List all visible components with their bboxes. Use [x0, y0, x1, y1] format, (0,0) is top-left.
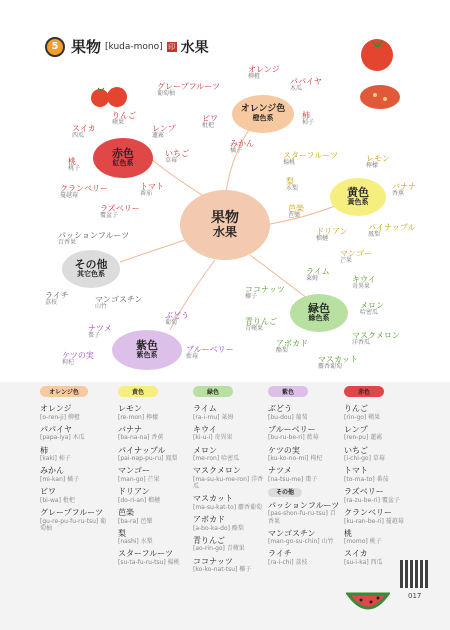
category-green: 緑色 綠色系 [290, 294, 348, 332]
fruit-cranberry: クランベリー 蔓越莓 [60, 184, 108, 200]
fruit-persimmon: 柿 柿子 [302, 111, 315, 127]
cherry-tomato-icon [90, 85, 130, 110]
list-green [193, 404, 265, 577]
fruit-lime: ライム 萊姆 [306, 267, 330, 283]
lesson-badge: 5 [45, 37, 65, 57]
list-item: グレープフルーツ [gu-re-pu-fu-ru-tsu] 葡萄柚 [40, 507, 107, 532]
list-item: アボカド [a-bo-ka-do] 酪梨 [193, 515, 244, 532]
fruit-apple: りんご 蘋果 [112, 111, 136, 127]
fruit-greenapple: 青りんご 青蘋果 [245, 317, 277, 333]
fruit-papaya: パパイヤ 木瓜 [290, 77, 322, 93]
list-item: マンゴスチン [man-go-su-chin] 山竹 [268, 528, 334, 546]
list-item: パイナップル [pai-nap-pu-ru] 鳳梨 [118, 445, 178, 463]
fruit-orange: オレンジ 柳橙 [248, 65, 280, 81]
list-item: ドリアン [do-ri-an] 榴槤 [118, 487, 161, 504]
list-purple [268, 404, 340, 570]
list-yellow [118, 404, 190, 570]
fruit-guava: 芭楽 芭樂 [288, 204, 304, 220]
fruit-kiwi: キウイ 奇異果 [352, 275, 376, 291]
fruit-durian: ドリアン 榴槤 [316, 227, 348, 243]
list-item: マスカット [ma-su-kat-to] 麝香葡萄 [193, 494, 262, 511]
fruit-mango: マンゴー 芒果 [340, 249, 372, 265]
category-purple: 紫色 紫色系 [112, 330, 182, 370]
pill-green: 緑色 [193, 386, 233, 397]
fruit-starfruit: スターフルーツ 楊桃 [283, 151, 338, 167]
fruit-pear: 梨 水梨 [286, 177, 299, 193]
fruit-peach: 桃 桃子 [68, 157, 81, 173]
fruit-mangosteen: マンゴスチン 山竹 [95, 295, 143, 311]
title-romanization: [kuda-mono] [105, 41, 163, 52]
list-item: マンゴー [man-go] 芒果 [118, 466, 160, 483]
fruit-pineapple: パイナップル 鳳梨 [368, 223, 416, 239]
list-item: ライム [ra-i-mu] 萊姆 [193, 404, 234, 421]
fruit-raspberry: ラズベリー 覆盆子 [100, 204, 140, 220]
center-node: 果物 水果 [180, 190, 270, 260]
title-translation: 水果 [180, 39, 209, 56]
qr-code-icon[interactable] [400, 560, 428, 588]
list-item: バナナ [ba-na-na] 香蕉 [118, 424, 164, 442]
category-orange: オレンジ色 橙色系 [232, 95, 294, 133]
list-item: ビワ [bi-wa] 枇杷 [40, 487, 75, 504]
title-jp: 果物 [71, 38, 102, 56]
list-item: スイカ [su-i-ka] 西瓜 [344, 549, 383, 567]
list-item: メロン [me-ron] 哈密瓜 [193, 445, 240, 463]
line-other [120, 240, 185, 262]
list-item: キウイ [ki-u-i] 奇異果 [193, 424, 233, 442]
list-item: みかん [mi-kan] 橘子 [40, 466, 80, 483]
list-item: オレンジ [o-ren-ji] 柳橙 [40, 404, 80, 421]
pill-yellow: 黄色 [118, 386, 158, 397]
fruit-grape: ぶどう 葡萄 [165, 311, 189, 327]
category-red: 赤色 紅色系 [93, 138, 153, 178]
watermelon-icon [346, 592, 390, 616]
fruit-muskmelon: マスクメロン 洋香瓜 [352, 331, 400, 347]
category-yellow: 黄色 黃色系 [330, 178, 386, 216]
fruit-lemon: レモン 檸檬 [366, 154, 390, 170]
list-item: トマト [to-ma-to] 番茄 [344, 466, 389, 483]
fruit-loquat: ビワ 枇杷 [202, 114, 218, 130]
list-item: りんご [rin-go] 蘋果 [344, 404, 381, 421]
list-item: ブルーベリー [bu-ru-be-ri] 藍莓 [268, 424, 319, 442]
fruit-coconut: ココナッツ 椰子 [245, 285, 285, 301]
fruit-grapefruit: グレープフルーツ 葡萄柚 [157, 82, 220, 98]
list-item: ライチ [ra-i-chi] 荔枝 [268, 549, 308, 567]
list-item: スターフルーツ [su-ta-fu-ru-tsu] 楊桃 [118, 549, 180, 567]
list-item: ぶどう [bu-dou] 葡萄 [268, 404, 308, 421]
fruit-lychee: ライチ 荔枝 [45, 291, 69, 307]
page-header [45, 36, 209, 57]
other-pill: その他 [268, 487, 340, 497]
list-item: パッションフルーツ [pas-shon-fu-ru-tsu] 百香果 [268, 500, 340, 525]
tomato-illustration-icon [355, 35, 405, 115]
fruit-banana: バナナ 香蕉 [392, 182, 416, 198]
fruit-tomato: トマト 番茄 [140, 182, 164, 198]
list-item: 桃 [momo] 桃子 [344, 528, 382, 546]
fruit-blueberry: ブルーベリー 藍莓 [186, 345, 234, 361]
list-item: レンプ [ren-pu] 蓮霧 [344, 424, 383, 442]
fruit-mikan: みかん 橘子 [230, 139, 254, 155]
fruit-strawberry: いちご 草莓 [165, 149, 189, 165]
list-item: ケツの実 [ku-ko-no-mi] 枸杞 [268, 445, 323, 463]
fruit-lianwu: レンプ 蓮霧 [152, 124, 176, 140]
list-item: パパイヤ [papa-iya] 木瓜 [40, 424, 85, 442]
fruit-goji: ケツの実 枸杞 [62, 351, 94, 367]
list-item: レモン [re-mon] 檸檬 [118, 404, 159, 421]
list-red [344, 404, 404, 570]
pill-red: 赤色 [344, 386, 384, 397]
pill-orange: オレンジ色 [40, 386, 88, 397]
list-item: 梨 [nashi] 水梨 [118, 528, 153, 546]
category-other: その他 其它色系 [62, 250, 120, 288]
list-item: ココナッツ [ko-ko-nat-tsu] 椰子 [193, 556, 252, 574]
page-number: 017 [408, 592, 422, 600]
title-box [71, 36, 209, 57]
list-orange [40, 404, 112, 536]
fruit-avocado: アボカド 酪梨 [276, 339, 308, 355]
list-item: 芭楽 [ba-ra] 芭樂 [118, 507, 153, 525]
list-item: クランベリー [ku-ran-be-ri] 蔓越莓 [344, 507, 404, 525]
list-item: 青りんご [ao-rin-go] 青蘋果 [193, 535, 245, 553]
list-item: ナツメ [na-tsu-me] 棗子 [268, 466, 318, 483]
fruit-jujube: ナツメ 棗子 [88, 324, 112, 340]
fruit-watermelon: スイカ 西瓜 [72, 124, 96, 140]
fruit-passion: パッションフルーツ 百香果 [58, 231, 130, 247]
list-item: いちご [i-chi-go] 草莓 [344, 445, 385, 463]
list-item: マスクメロン [ma-su-ku-me-ron] 洋香瓜 [193, 466, 264, 491]
pill-purple: 紫色 [268, 386, 308, 397]
list-item: 柿 [kaki] 柿子 [40, 445, 71, 463]
list-item: ラズベリー [ra-zu-be-ri] 覆盆子 [344, 487, 400, 504]
fruit-melon: メロン 哈密瓜 [360, 301, 384, 317]
title-sep-icon: 印 [168, 42, 176, 51]
fruit-muscat: マスカット 麝香葡萄 [318, 355, 358, 371]
